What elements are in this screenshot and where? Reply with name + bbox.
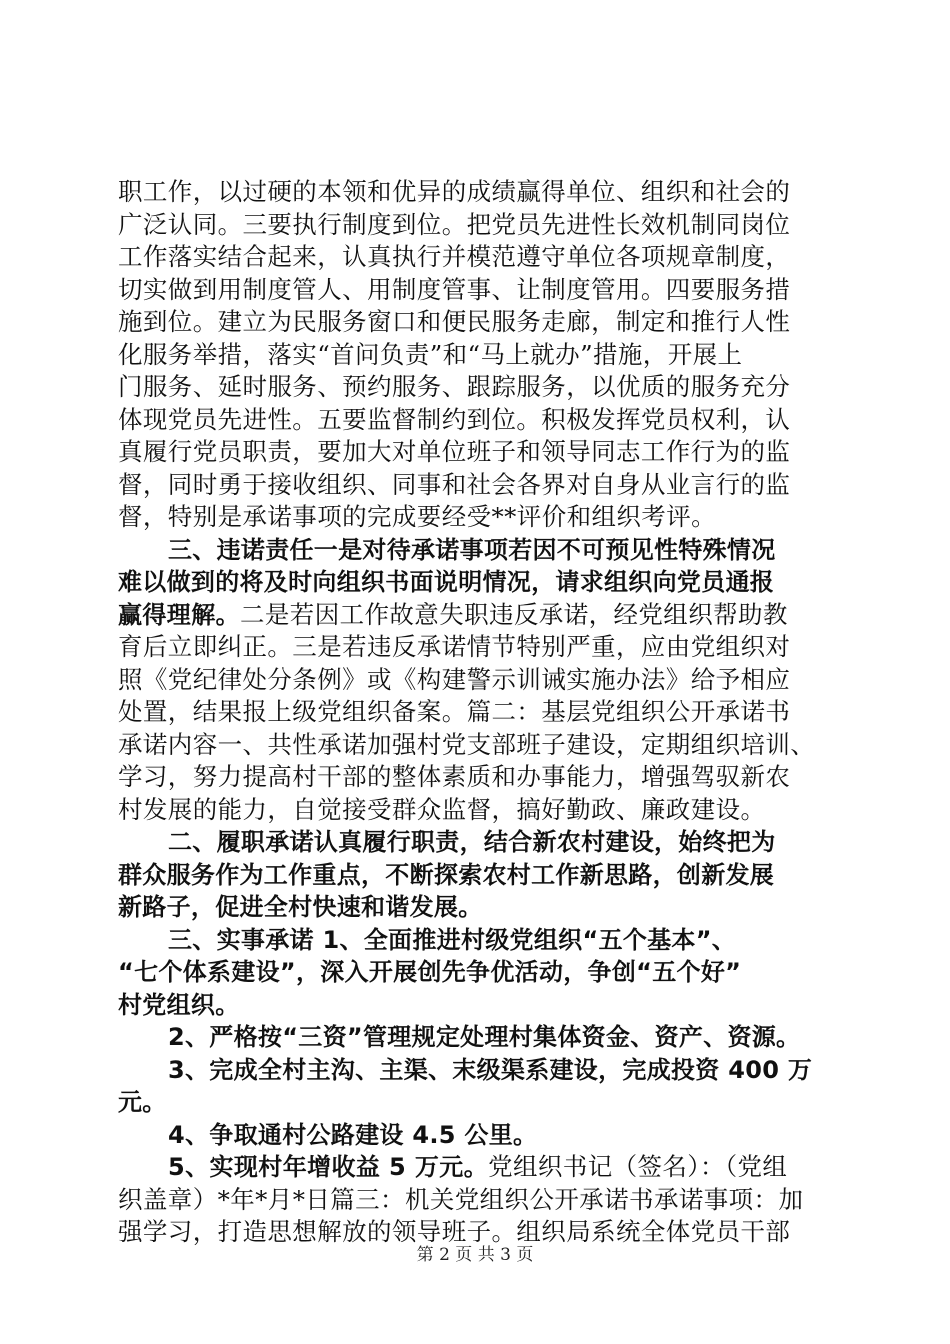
text-line: 二、履职承诺认真履行职责，结合新农村建设，始终把为: [168, 828, 776, 856]
text-line: 体现党员先进性。五要监督制约到位。积极发挥党员权利，认: [118, 404, 791, 434]
text-line: 3、完成全村主沟、主渠、末级渠系建设，完成投资 400 万: [168, 1055, 813, 1084]
text-line: “七个体系建设”，深入开展创先争优活动，争创“五个好”: [118, 958, 742, 986]
page-footer: 第 2 页 共 3 页: [416, 1245, 534, 1265]
text-line: 学习，努力提高村干部的整体素质和办事能力，增强驾驭新农: [118, 762, 791, 791]
text-line: 群众服务作为工作重点，不断探索农村工作新思路，创新发展: [118, 860, 775, 889]
text-line: 承诺内容一、共性承诺加强村党支部班子建设，定期组织培训、: [118, 729, 816, 759]
text-line: 难以做到的将及时向组织书面说明情况，请求组织向党员通报: [118, 568, 775, 596]
regular-segment: 党组织书记（签名）：（党组: [488, 1152, 788, 1181]
text-line: 照《党纪律处分条例》或《构建警示训诫实施办法》给予相应: [118, 664, 791, 694]
text-line: 化服务举措，落实“首问负责”和“马上就办”措施，开展上: [118, 339, 743, 369]
text-line: 织盖章）*年*月*日篇三：机关党组织公开承诺书承诺事项：加: [118, 1184, 804, 1214]
bold-segment: 5、实现村年增收益 5 万元。: [168, 1153, 489, 1181]
text-line: [118, 599, 833, 632]
text-line: 工作落实结合起来，认真执行并模范遵守单位各项规章制度，: [118, 242, 791, 271]
text-line: 督，特别是承诺事项的完成要经受**评价和组织考评。: [118, 502, 716, 531]
bold-segment: 赢得理解。: [118, 600, 240, 629]
text-line: 施到位。建立为民服务窗口和便民服务走廊，制定和推行人性: [118, 307, 791, 336]
text-line: 2、严格按“三资”管理规定处理村集体资金、资产、资源。: [168, 1023, 801, 1051]
text-line: 强学习，打造思想解放的领导班子。组织局系统全体党员干部: [118, 1217, 791, 1246]
text-line: 新路子，促进全村快速和谐发展。: [118, 893, 483, 921]
text-line: 村党组织。: [118, 990, 240, 1019]
text-line: 门服务、延时服务、预约服务、跟踪服务，以优质的服务充分: [118, 372, 791, 401]
text-line: 职工作，以过硬的本领和优异的成绩赢得单位、组织和社会的: [118, 177, 791, 206]
text-line: 广泛认同。三要执行制度到位。把党员先进性长效机制同岗位: [118, 209, 791, 239]
text-line: 督，同时勇于接收组织、同事和社会各界对自身从业言行的监: [118, 469, 791, 499]
text-line: 三、违诺责任一是对待承诺事项若因不可预见性特殊情况: [168, 535, 776, 564]
text-line: 三、实事承诺 1、全面推进村级党组织“五个基本”、: [168, 925, 737, 954]
text-line: 4、争取通村公路建设 4.5 公里。: [168, 1120, 538, 1149]
text-line: 育后立即纠正。三是若违反承诺情节特别严重，应由党组织对: [118, 632, 791, 661]
regular-segment: 二是若因工作故意失职违反承诺，经党组织帮助教: [240, 599, 788, 629]
text-line: [118, 1151, 833, 1184]
text-line: 元。: [118, 1088, 167, 1116]
text-line: 处置，结果报上级党组织备案。篇二：基层党组织公开承诺书: [118, 697, 791, 726]
text-line: 切实做到用制度管人、用制度管事、让制度管用。四要服务措: [118, 274, 791, 304]
document-body: [118, 176, 833, 1249]
text-line: 村发展的能力，自觉接受群众监督，搞好勤政、廉政建设。: [118, 794, 766, 824]
text-line: 真履行党员职责，要加大对单位班子和领导同志工作行为的监: [118, 437, 791, 466]
